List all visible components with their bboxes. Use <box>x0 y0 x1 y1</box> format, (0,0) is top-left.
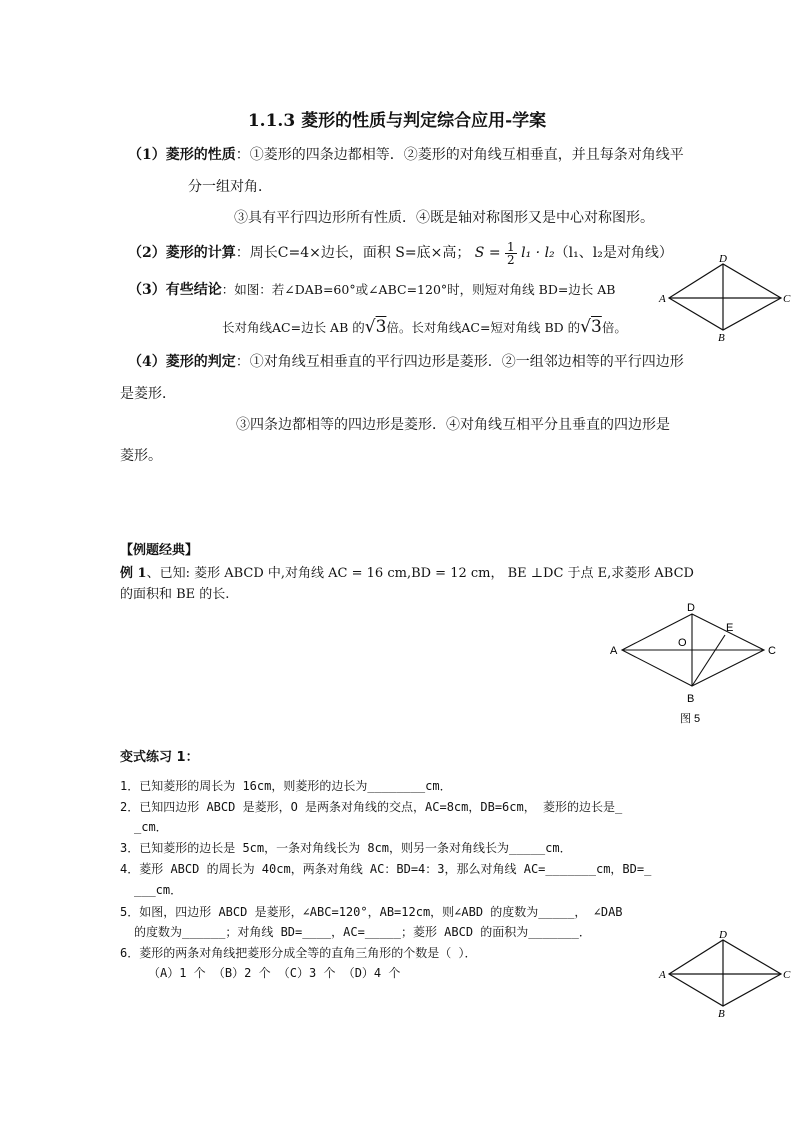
section-criteria <box>128 352 684 372</box>
vertex-label-b: B <box>718 332 725 344</box>
sqrt3-a <box>365 317 387 337</box>
vertex-label-a: A <box>610 645 618 657</box>
sqrt-sign: √ <box>364 317 376 337</box>
practice-q5: 5．如图，四边形 ABCD 是菱形，∠ABC=120°，AB=12cm，则∠ABD 的度数为_____， ∠DAB <box>120 905 623 919</box>
section-label: （1）菱形的性质 <box>128 147 236 163</box>
practice-q3: 3．已知菱形的边长是 5cm，一条对角线长为 8cm，则另一条对角线长为_____cm． <box>120 841 572 855</box>
practice-q4: 4．菱形 ABCD 的周长为 40cm，两条对角线 AC：BD=4：3，那么对角线 AC=_______cm，BD=_ <box>120 862 652 876</box>
vertex-label-a: A <box>659 293 666 305</box>
section-criteria-line3: ③四条边都相等的四边形是菱形．④对角线互相平分且垂直的四边形是 <box>236 417 670 433</box>
point-label-o: O <box>678 637 687 649</box>
vertex-label-a: A <box>659 969 666 981</box>
section-text: ：①菱形的四条边都相等．②菱形的对角线互相垂直，并且每条对角线平 <box>235 147 684 163</box>
practice-q6: 6．菱形的两条对角线把菱形分成全等的直角三角形的个数是（ ）． <box>120 946 477 960</box>
point-label-e: E <box>726 622 734 634</box>
section-properties-line3: ③具有平行四边形所有性质．④既是轴对称图形又是中心对称图形。 <box>234 210 654 226</box>
conclusion-text-b: 倍。长对角线AC=短对角线 BD 的 <box>386 320 581 335</box>
vertex-label-d: D <box>687 602 695 614</box>
practice-header: 变式练习 1： <box>120 750 199 765</box>
vertex-label-d: D <box>719 929 727 941</box>
practice-q1: 1．已知菱形的周长为 16cm，则菱形的边长为________cm． <box>120 779 452 793</box>
rhombus-figure-2 <box>655 928 794 1020</box>
section-label: （2）菱形的计算 <box>128 245 236 261</box>
section-label: （4）菱形的判定 <box>128 354 236 370</box>
fraction-numerator: 1 <box>507 239 515 254</box>
practice-q2-cont: _cm． <box>134 820 168 834</box>
practice-q4-cont: ___cm． <box>134 883 183 897</box>
sqrt3-b <box>580 317 602 337</box>
example-header: 【例题经典】 <box>120 543 199 558</box>
conclusion-text-a: 长对角线AC=边长 AB 的 <box>222 320 365 335</box>
vertex-label-b: B <box>718 1008 725 1020</box>
section-conclusions-line2 <box>222 317 627 338</box>
example-1 <box>120 564 694 584</box>
section-criteria-line4: 菱形。 <box>120 448 162 464</box>
section-label: （3）有些结论 <box>128 282 222 298</box>
section-text: ：①对角线互相垂直的平行四边形是菱形．②一组邻边相等的平行四边形 <box>235 354 684 370</box>
practice-q5-cont: 的度数为______；对角线 BD=____，AC=_____；菱形 ABCD 的面积为_______． <box>134 925 591 939</box>
section-calculation <box>128 238 673 274</box>
conclusion-text-c: 倍。 <box>601 320 627 335</box>
practice-q6-options: （A）1 个 （B）2 个 （C）3 个 （D）4 个 <box>148 966 401 980</box>
example-label: 例 1 <box>120 566 147 581</box>
example-text: 、已知: 菱形 ABCD 中,对角线 AC = 16 cm,BD = 12 cm， BE ⊥DC 于点 E,求菱形 ABCD <box>146 566 694 581</box>
page-title: 1.1.3 菱形的性质与判定综合应用-学案 <box>247 111 547 131</box>
vertex-label-c: C <box>783 969 791 981</box>
section-text: ：周长C=4×边长，面积 S=底×高； <box>235 245 471 261</box>
formula-diagonals: l₁ · l₂ <box>521 245 555 261</box>
practice-q2: 2．已知四边形 ABCD 是菱形，O 是两条对角线的交点，AC=8cm，DB=6cm， 菱形的边长是_ <box>120 800 623 814</box>
section-text: ：如图：若∠DAB=60°或∠ABC=120°时，则短对角线 BD=边长 AB <box>221 282 616 297</box>
section-properties-line2: 分一组对角． <box>188 179 272 195</box>
rhombus-figure-5 <box>600 598 790 728</box>
section-conclusions <box>128 280 616 300</box>
vertex-label-d: D <box>719 253 727 265</box>
sqrt-value: 3 <box>590 317 602 337</box>
fraction-denominator: 2 <box>507 252 515 267</box>
figure-caption: 图 5 <box>680 713 701 725</box>
sqrt-value: 3 <box>375 317 387 337</box>
formula-note: （l₁、l₂是对角线） <box>554 245 673 261</box>
fraction-half <box>505 241 517 266</box>
vertex-label-b: B <box>687 693 695 705</box>
section-properties <box>128 145 684 165</box>
example-1-line2: 的面积和 BE 的长. <box>120 587 230 602</box>
formula-s: S = <box>474 245 501 261</box>
vertex-label-c: C <box>783 293 791 305</box>
section-criteria-line2: 是菱形． <box>120 386 176 402</box>
sqrt-sign: √ <box>580 317 591 337</box>
vertex-label-c: C <box>768 645 776 657</box>
rhombus-figure-1 <box>655 252 794 344</box>
